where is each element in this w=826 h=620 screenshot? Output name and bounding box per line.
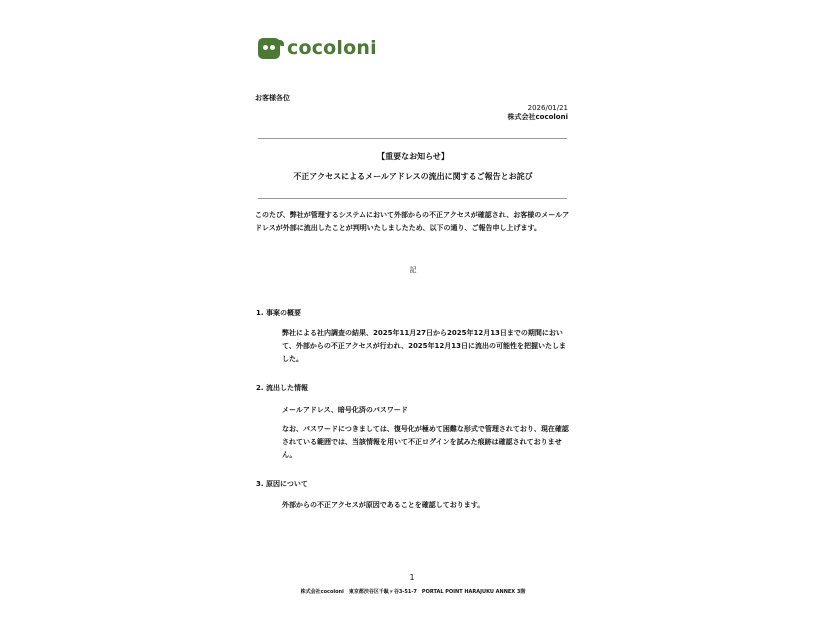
section-overview-body: 弊社による社内調査の結果、2025年11月27日から2025年12月13日までの期間において、外部からの不正アクセスが行われ、2025年12月13日に流出の可能性を把握いたしました。 <box>282 329 567 363</box>
document-title: 不正アクセスによるメールアドレスの流出に関するご報告とお詫び <box>293 172 533 181</box>
ki-marker: 記 <box>409 266 417 274</box>
section-leaked-info-items: メールアドレス、暗号化済のパスワード <box>282 406 408 414</box>
intro-paragraph: このたび、弊社が管理するシステムにおいて外部からの不正アクセスが確認され、お客様のメールアドレスが外部に流出したことが判明いたしましたため、以下の通り、ご報告申し上げます。 <box>255 211 570 232</box>
addressee: お客様各位 <box>255 94 290 102</box>
section-leaked-info-note: なお、パスワードにつきましては、復号化が極めて困難な形式で管理されており、現在確認されている範囲では、当該情報を用いて不正ログインを試みた痕跡は確認されておりません。 <box>282 425 569 459</box>
logo-text: cocoloni <box>287 37 377 59</box>
speech-bubble-face-icon <box>258 38 280 59</box>
section-cause-body: 外部からの不正アクセスが原因であることを確認しております。 <box>282 501 485 509</box>
document-date: 2026/01/21 <box>527 104 568 112</box>
notice-label: 【重要なお知らせ】 <box>377 152 449 161</box>
company-logo <box>258 37 377 59</box>
divider-top <box>258 138 567 139</box>
issuer-name: 株式会社cocoloni <box>507 113 568 121</box>
section-heading-leaked-info: 2. 流出した情報 <box>256 384 308 392</box>
footer-address: 株式会社cocoloni 東京都渋谷区千駄ヶ谷3-51-7 PORTAL POINT HARAJUKU ANNEX 3階 <box>300 589 526 595</box>
page-number: 1 <box>409 573 415 582</box>
divider-bottom <box>258 198 567 199</box>
section-heading-overview: 1. 事案の概要 <box>256 309 301 317</box>
section-heading-cause: 3. 原因について <box>256 480 308 488</box>
